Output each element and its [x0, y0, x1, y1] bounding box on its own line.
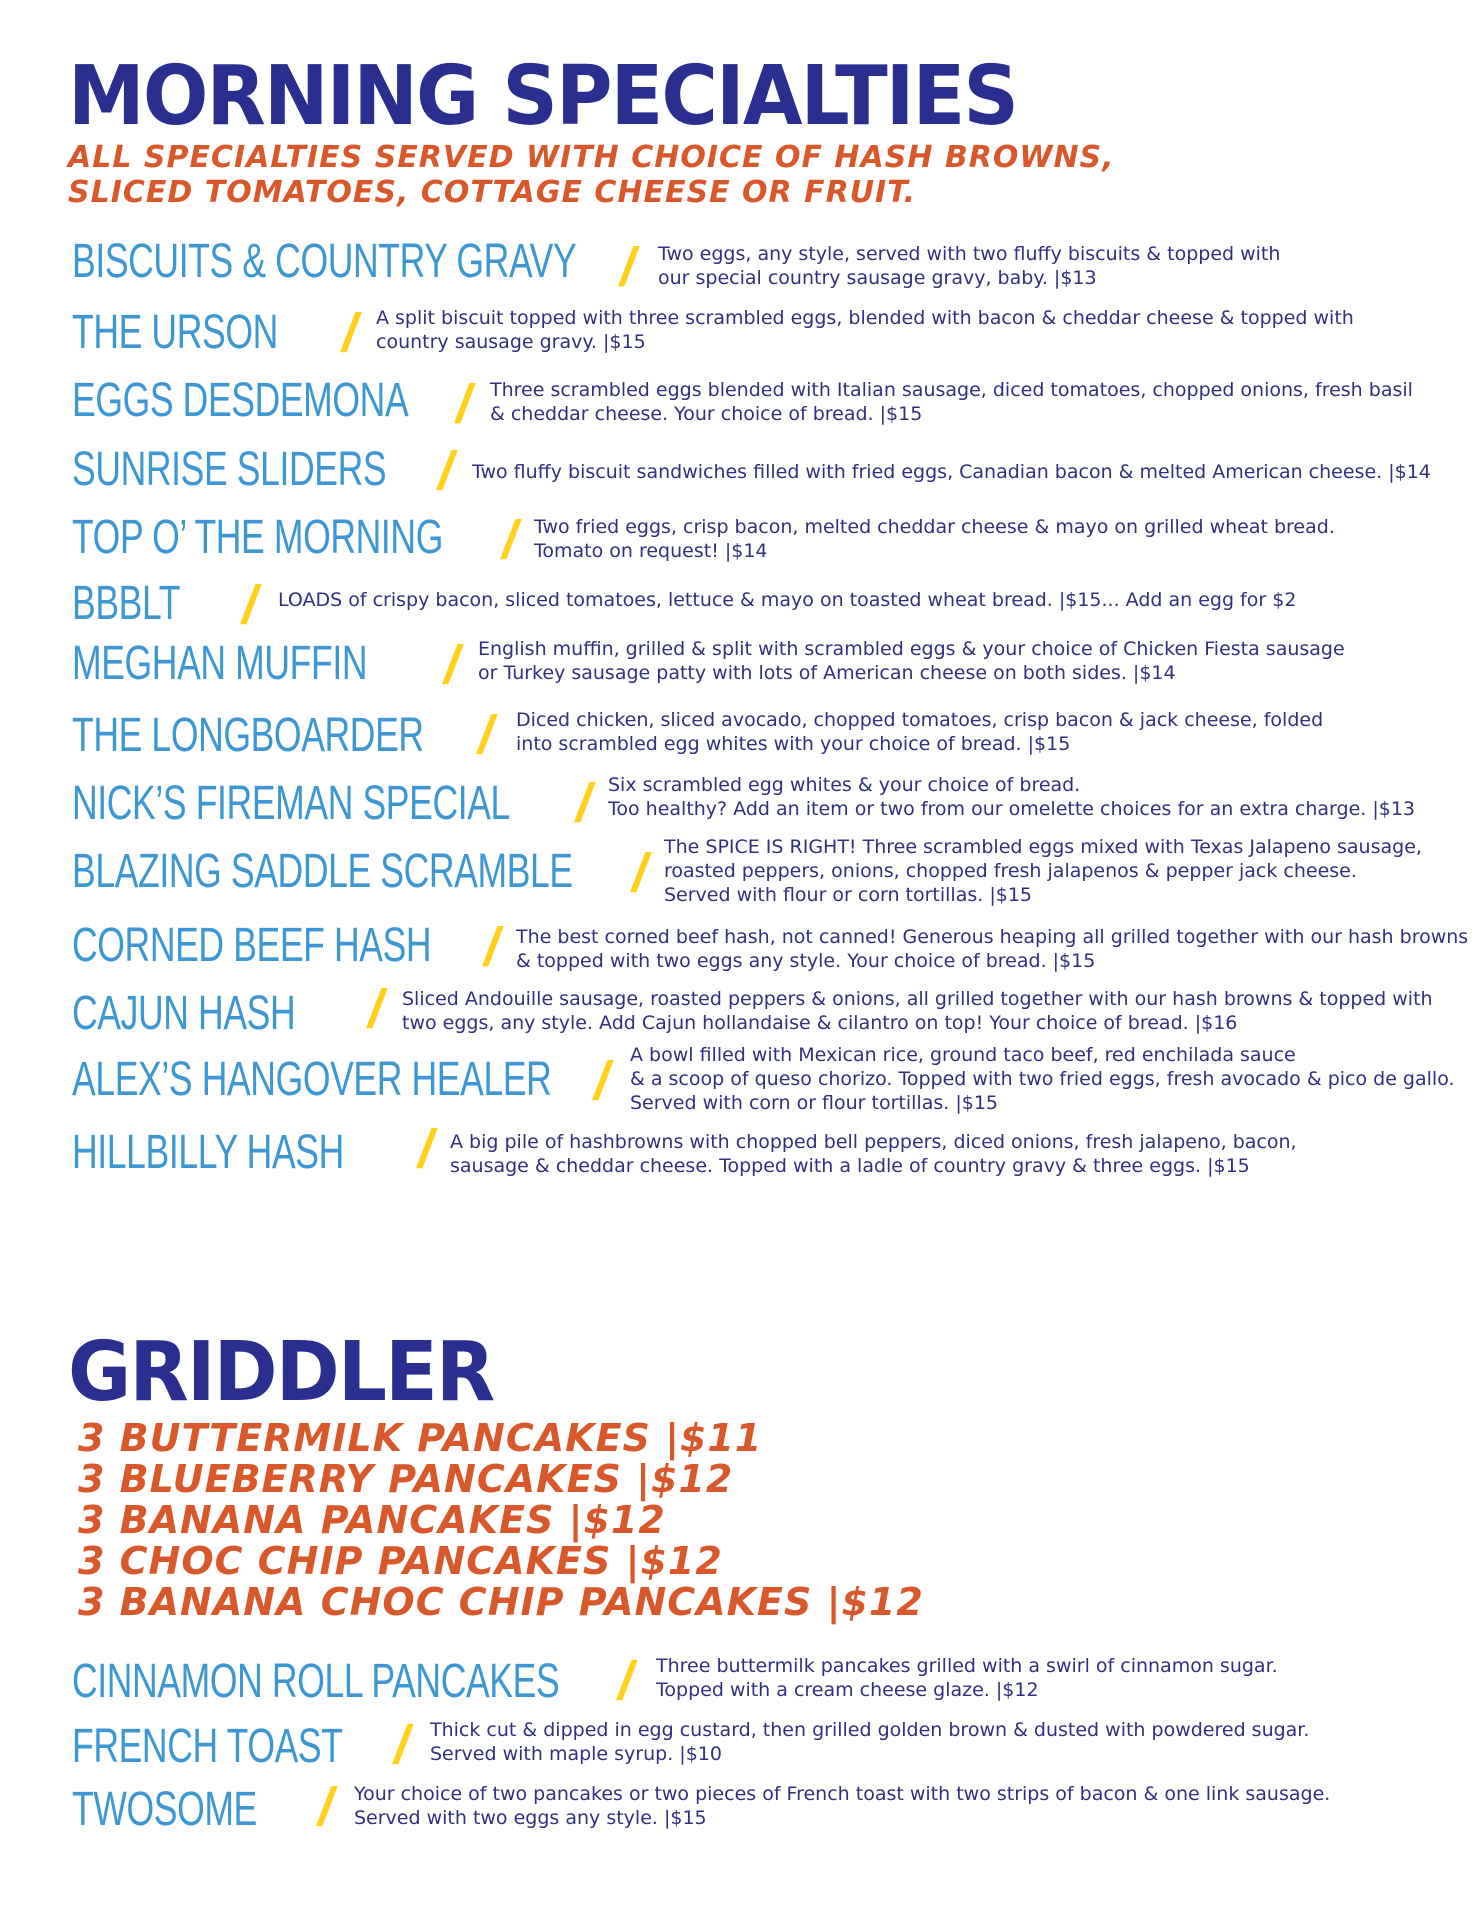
desc-line: Two fried eggs, crisp bacon, melted cheddar cheese & mayo on grilled wheat bread. [534, 516, 1335, 538]
item-name: BLAZING SADDLE SCRAMBLE [72, 845, 573, 898]
item-description [656, 1654, 1278, 1702]
slash-divider-icon: / [594, 1051, 610, 1111]
item-name: FRENCH TOAST [72, 1720, 343, 1773]
menu-item [72, 709, 547, 762]
slash-divider-icon: / [620, 237, 636, 297]
desc-line: & topped with two eggs any style. Your choice of bread. |$15 [516, 950, 1096, 972]
slash-divider-icon: / [502, 510, 518, 570]
desc-line: A split biscuit topped with three scrambled eggs, blended with bacon & cheddar cheese & topped with [376, 307, 1354, 329]
item-name: BBBLT [72, 577, 181, 630]
pancake-item: 3 BUTTERMILK PANCAKES |$11 [78, 1416, 763, 1460]
desc-line: Three buttermilk pancakes grilled with a swirl of cinnamon sugar. [656, 1655, 1278, 1677]
item-description [402, 987, 1433, 1035]
desc-line: A bowl filled with Mexican rice, ground taco beef, red enchilada sauce [630, 1044, 1296, 1066]
menu-item [72, 235, 753, 288]
desc-line: roasted peppers, onions, chopped fresh jalapenos & pepper jack cheese. [664, 860, 1357, 882]
item-name: CAJUN HASH [72, 987, 296, 1040]
desc-line: two eggs, any style. Add Cajun hollandaise & cilantro on top! Your choice of bread. |$16 [402, 1012, 1238, 1034]
item-description [478, 637, 1345, 685]
pancake-item: 3 BANANA PANCAKES |$12 [78, 1498, 666, 1542]
slash-divider-icon: / [632, 843, 648, 903]
desc-line: The best corned beef hash, not canned! Generous heaping all grilled together with our hash browns [516, 926, 1469, 948]
desc-line: Served with maple syrup. |$10 [430, 1743, 722, 1765]
item-description [658, 242, 1280, 290]
desc-line: Two eggs, any style, served with two fluffy biscuits & topped with [658, 243, 1281, 265]
desc-line: Three scrambled eggs blended with Italian sausage, diced tomatoes, chopped onions, fresh basil [490, 379, 1413, 401]
item-description [354, 1782, 1330, 1830]
desc-line: Diced chicken, sliced avocado, chopped tomatoes, crisp bacon & jack cheese, folded [516, 709, 1324, 731]
item-name: TWOSOME [72, 1783, 257, 1836]
item-name: THE URSON [72, 306, 278, 359]
desc-line: A big pile of hashbrowns with chopped bell peppers, diced onions, fresh jalapeno, bacon, [450, 1131, 1297, 1153]
menu-item [72, 306, 350, 359]
desc-line: & a scoop of queso chorizo. Topped with two fried eggs, fresh avocado & pico de gallo. [630, 1068, 1455, 1090]
slash-divider-icon: / [576, 773, 592, 833]
item-name: TOP O’ THE MORNING [72, 511, 443, 564]
item-name: THE LONGBOARDER [72, 709, 424, 762]
menu-item [72, 1783, 322, 1836]
menu-item [72, 1720, 438, 1773]
menu-item [72, 577, 218, 630]
morning-specialties-subtitle [68, 140, 1115, 210]
desc-line: Thick cut & dipped in egg custard, then grilled golden brown & dusted with powdered sugar. [430, 1719, 1310, 1741]
item-description [516, 925, 1468, 973]
slash-divider-icon: / [444, 635, 460, 695]
item-name: SUNRISE SLIDERS [72, 443, 387, 496]
menu-item [72, 845, 749, 898]
desc-line: Too healthy? Add an item or two from our omelette choices for an extra charge. |$13 [608, 798, 1416, 820]
slash-divider-icon: / [242, 575, 258, 635]
slash-divider-icon: / [438, 441, 454, 501]
desc-line: Topped with a cream cheese glaze. |$12 [656, 1679, 1039, 1701]
desc-line: Your choice of two pancakes or two pieces of French toast with two strips of bacon & one link sausage. [354, 1783, 1331, 1805]
item-name: CINNAMON ROLL PANCAKES [72, 1655, 560, 1708]
item-name: HILLBILLY HASH [72, 1126, 344, 1179]
desc-line: sausage & cheddar cheese. Topped with a ladle of country gravy & three eggs. |$15 [450, 1155, 1250, 1177]
item-description [630, 1043, 1455, 1115]
slash-divider-icon: / [456, 374, 472, 434]
desc-line: LOADS of crispy bacon, sliced tomatoes, lettuce & mayo on toasted wheat bread. |$15... Add an egg for $2 [278, 589, 1297, 611]
item-name: MEGHAN MUFFIN [72, 637, 368, 690]
pancake-item: 3 BANANA CHOC CHIP PANCAKES |$12 [78, 1580, 924, 1624]
desc-line: Served with two eggs any style. |$15 [354, 1807, 707, 1829]
desc-line: & cheddar cheese. Your choice of bread. |$15 [490, 403, 923, 425]
slash-divider-icon: / [394, 1715, 410, 1775]
subtitle-line: SLICED TOMATOES, COTTAGE CHEESE OR FRUIT. [68, 175, 916, 210]
item-description [490, 378, 1413, 426]
item-name: EGGS DESDEMONA [72, 374, 409, 427]
slash-divider-icon: / [418, 1119, 434, 1179]
item-name: NICK’S FIREMAN SPECIAL [72, 777, 510, 830]
item-description [450, 1130, 1297, 1178]
desc-line: our special country sausage gravy, baby. |$13 [658, 267, 1097, 289]
item-description [664, 835, 1422, 907]
menu-item [72, 1126, 439, 1179]
slash-divider-icon: / [478, 705, 494, 765]
desc-line: Served with flour or corn tortillas. |$15 [664, 884, 1032, 906]
desc-line: The SPICE IS RIGHT! Three scrambled eggs mixed with Texas Jalapeno sausage, [664, 836, 1422, 858]
menu-item [72, 1053, 720, 1106]
desc-line: Tomato on request! |$14 [534, 540, 768, 562]
item-description [534, 515, 1335, 563]
menu-item [72, 443, 497, 496]
item-name: BISCUITS & COUNTRY GRAVY [72, 235, 577, 288]
menu-item [72, 637, 471, 690]
desc-line: or Turkey sausage patty with lots of American cheese on both sides. |$14 [478, 662, 1176, 684]
morning-specialties-title: MORNING SPECIALTIES [68, 49, 1018, 144]
pancake-item: 3 CHOC CHIP PANCAKES |$12 [78, 1539, 723, 1583]
item-description [516, 708, 1323, 756]
slash-divider-icon: / [484, 917, 500, 977]
item-description [278, 588, 1296, 612]
desc-line: country sausage gravy. |$15 [376, 331, 646, 353]
desc-line: Six scrambled egg whites & your choice of bread. [608, 774, 1081, 796]
desc-line: into scrambled egg whites with your choice of bread. |$15 [516, 733, 1071, 755]
desc-line: English muffin, grilled & split with scrambled eggs & your choice of Chicken Fiesta sausage [478, 638, 1345, 660]
item-description [608, 773, 1415, 821]
subtitle-line: ALL SPECIALTIES SERVED WITH CHOICE OF HASH BROWNS, [68, 140, 1115, 175]
item-name: CORNED BEEF HASH [72, 919, 432, 972]
menu-item [72, 987, 374, 1040]
slash-divider-icon: / [618, 1651, 634, 1711]
item-description [430, 1718, 1309, 1766]
slash-divider-icon: / [368, 979, 384, 1039]
slash-divider-icon: / [318, 1777, 334, 1837]
desc-line: Served with corn or flour tortillas. |$15 [630, 1092, 998, 1114]
menu-item [72, 511, 573, 564]
item-description [376, 306, 1354, 354]
pancake-list [78, 1418, 924, 1623]
pancake-item: 3 BLUEBERRY PANCAKES |$12 [78, 1457, 734, 1501]
desc-line: Sliced Andouille sausage, roasted peppers & onions, all grilled together with our hash browns & topped with [402, 988, 1433, 1010]
slash-divider-icon: / [342, 303, 358, 363]
griddler-title: GRIDDLER [68, 1325, 494, 1420]
item-description [472, 460, 1431, 484]
desc-line: Two fluffy biscuit sandwiches filled with fried eggs, Canadian bacon & melted American cheese. |$14 [472, 461, 1431, 483]
item-name: ALEX’S HANGOVER HEALER [72, 1053, 552, 1106]
